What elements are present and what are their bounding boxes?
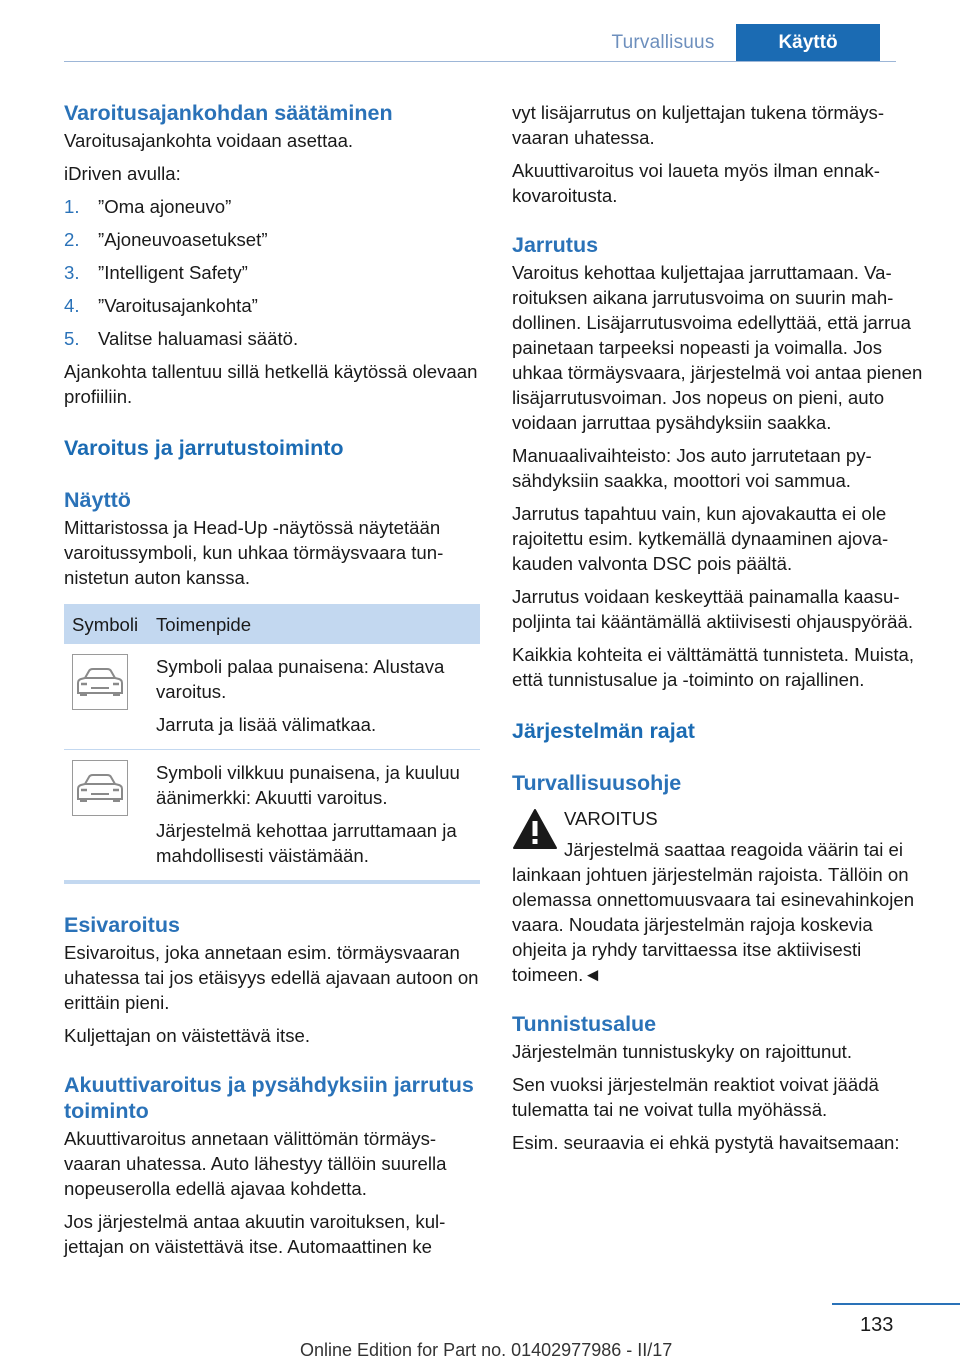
paragraph: Kaikkia kohteita ei välttämättä tunnisteta. Muista, että tunnistusalue ja -toiminto on rajallinen. (512, 644, 915, 690)
step-number: 5. (64, 328, 80, 349)
header-chapter-label: Käyttö (736, 24, 880, 62)
paragraph: Esim. seuraavia ei ehkä pystytä havaitsemaan: (512, 1132, 900, 1153)
table-row (64, 750, 480, 883)
step-text: ”Ajoneuvoasetukset” (98, 229, 268, 250)
paragraph: Varoitusajankohta voidaan asettaa. (64, 130, 354, 151)
heading-braking: Jarrutus (512, 233, 599, 257)
heading-prewarning: Esivaroitus (64, 913, 180, 937)
heading-warning-braking: Varoitus ja jarrutustoiminto (64, 436, 344, 460)
paragraph: Varoitus kehottaa kuljettajaa jarruttamaan. Varoituksen aikana jarrutusvoima on suurin mahdollinen. Lisäjarrutusvoima edellyttää, että jarrua painetaan tarpeeksi nopeasti ja voimalla. Jos uhkaa törmäysvaara, järjestelmä voi antaa pienen lisäjarrutusvoiman. Jos nopeus on pieni, auto voidaan jarruttaa pysähdyksiin saakka. (512, 262, 923, 433)
list-item (64, 227, 480, 252)
warning-title: VAROITUS (564, 808, 658, 829)
warning-first-line: Järjestelmä saattaa reagoida väärin tai ei (564, 839, 904, 860)
table-cell-text: Symboli vilkkuu punaisena, ja kuuluu äänimerkki: Akuutti varoitus. (156, 762, 460, 808)
paragraph: Akuuttivaroitus annetaan välittömän törmäysvaaran uhatessa. Auto lähestyy tällöin suurella nopeuserolla edellä ajavaa kohdetta. (64, 1128, 447, 1199)
header-section-label: Turvallisuus (611, 32, 715, 53)
step-text: ”Intelligent Safety” (98, 262, 248, 283)
paragraph: Kuljettajan on väistettävä itse. (64, 1025, 310, 1046)
paragraph: Jos järjestelmä antaa akuutin varoituksen, kuljettajan on väistettävä itse. Automaattinen ke (64, 1211, 446, 1257)
table-cell-text: Jarruta ja lisää välimatkaa. (156, 714, 377, 735)
warning-body: lainkaan johtuen järjestelmän rajoista. Tällöin on olemassa onnettomuusvaara tai esinevahinkojen vaara. Noudata järjestelmän rajoja koskevia ohjeita ja ryhdy tarvittaessa itse aktiivisesti toimeen.◄ (512, 864, 915, 985)
paragraph: Manuaalivaihteisto: Jos auto jarrutetaan pysähdyksiin saakka, moottori voi sammua. (512, 445, 872, 491)
step-text: ”Varoitusajankohta” (98, 295, 258, 316)
heading-system-limits: Järjestelmän rajat (512, 719, 695, 743)
idrive-steps-list (64, 194, 480, 351)
paragraph: Sen vuoksi järjestelmän reaktiot voivat jäädä tulematta tai ne voivat tulla myöhässä. (512, 1074, 879, 1120)
heading-safety-note: Turvallisuusohje (512, 771, 682, 795)
table-row (64, 644, 480, 750)
header-tabs (590, 24, 880, 62)
heading-acute-warning: Akuuttivaroitus ja pysähdyksiin jarrutus toiminto (64, 1073, 474, 1123)
list-item (64, 194, 480, 219)
heading-detection-range: Tunnistusalue (512, 1012, 657, 1036)
table-cell-text: Järjestelmä kehottaa jarruttamaan ja mahdollisesti väistämään. (156, 820, 457, 866)
step-number: 2. (64, 229, 80, 250)
paragraph: Jarrutus tapahtuu vain, kun ajovakautta ei ole rajoitettu esim. kytkemällä dynaaminen ajovakauden valvonta DSC pois päältä. (512, 503, 889, 574)
step-number: 1. (64, 196, 80, 217)
footer-rule (832, 1303, 960, 1305)
table-header-action: Toimenpide (148, 604, 480, 644)
paragraph: vyt lisäjarrutus on kuljettajan tukena törmäysvaaran uhatessa. (512, 102, 885, 148)
paragraph: Ajankohta tallentuu sillä hetkellä käytössä olevaan profiiliin. (64, 361, 478, 407)
car-front-icon (72, 760, 128, 816)
car-front-icon (72, 654, 128, 710)
list-item (64, 326, 480, 351)
table-cell-text: Symboli palaa punaisena: Alustava varoitus. (156, 656, 445, 702)
step-text: Valitse haluamasi säätö. (98, 328, 299, 349)
paragraph: iDriven avulla: (64, 163, 181, 184)
paragraph: Esivaroitus, joka annetaan esim. törmäysvaaran uhatessa tai jos etäisyys edellä ajavaan autoon on erittäin pieni. (64, 942, 479, 1013)
right-column (512, 100, 928, 1155)
step-text: ”Oma ajoneuvo” (98, 196, 232, 217)
paragraph: Järjestelmän tunnistuskyky on rajoittunut. (512, 1041, 853, 1062)
page-number: 133 (860, 1314, 894, 1336)
step-number: 3. (64, 262, 80, 283)
warning-block (512, 806, 928, 862)
step-number: 4. (64, 295, 80, 316)
heading-display: Näyttö (64, 488, 131, 512)
symbol-table (64, 604, 480, 884)
warning-triangle-icon (512, 808, 558, 850)
list-item (64, 260, 480, 285)
paragraph: Mittaristossa ja Head-Up -näytössä näytetään varoitussymboli, kun uhkaa törmäysvaara tunnistetun auton kanssa. (64, 517, 444, 588)
heading-adjust-timing: Varoitusajankohdan säätäminen (64, 101, 393, 125)
table-header-symbol: Symboli (64, 604, 148, 644)
header-rule (64, 61, 896, 62)
left-column (64, 100, 480, 1259)
edition-note: Online Edition for Part no. 01402977986 - II/17 (300, 1340, 673, 1360)
list-item (64, 293, 480, 318)
paragraph: Akuuttivaroitus voi laueta myös ilman ennakkovaroitusta. (512, 160, 880, 206)
paragraph: Jarrutus voidaan keskeyttää painamalla kaasupoljinta tai kääntämällä aktiivisesti ohjauspyörää. (512, 586, 914, 632)
